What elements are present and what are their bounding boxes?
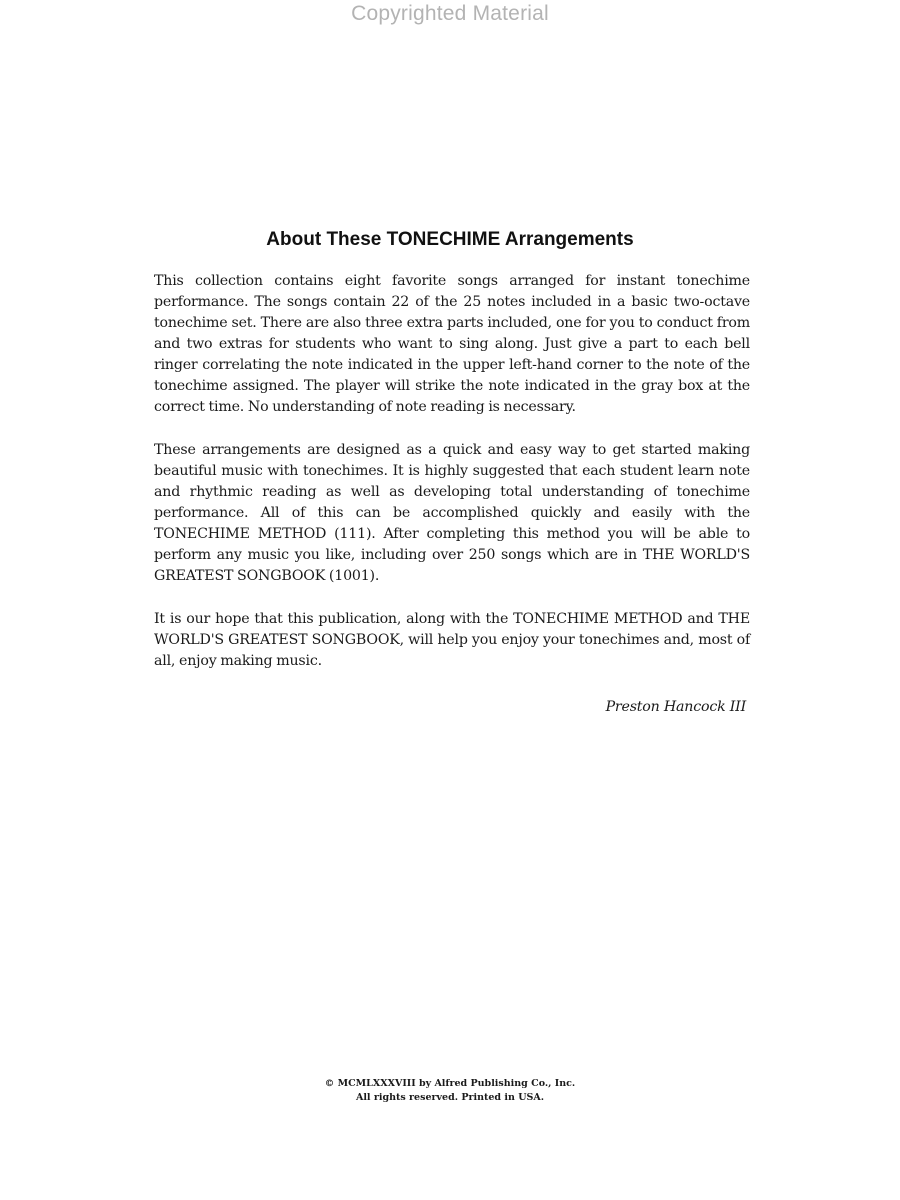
paragraph-closing — [154, 609, 750, 672]
author-signature: Preston Hancock III — [605, 699, 746, 715]
paragraph-text: This collection contains eight favorite songs arranged for instant tonechime performance. The songs contain 22 of the 25 notes included in a basic two-octave tonechime set. There are also three extra parts included, one for you to conduct from and two extras for students who want to sing along. Just give a part to each bell ringer correlating the note indicated in the upper left-hand corner to the note of the tonechime assigned. The player will strike the note indicated in the gray box at the correct time. No understanding of note reading is necessary. — [154, 273, 750, 415]
copyright-line: © MCMLXXXVIII by Alfred Publishing Co., Inc. — [324, 1078, 576, 1089]
paragraph-text: These arrangements are designed as a quick and easy way to get started making beautiful music with tonechimes. It is highly suggested that each student learn note and rhythmic reading as well as developing total understanding of tonechime performance. All of this can be accomplished quickly and easily with the TONECHIME METHOD (111). After completing this method you will be able to perform any music you like, including over 250 songs which are in THE WORLD'S GREATEST SONGBOOK (1001). — [154, 442, 750, 584]
copyright-notice — [0, 1077, 900, 1105]
rights-line: All rights reserved. Printed in USA. — [355, 1092, 545, 1103]
paragraph-method — [154, 440, 750, 587]
paragraph-text: It is our hope that this publication, along with the TONECHIME METHOD and THE WORLD'S GREATEST SONGBOOK, will help you enjoy your tonechimes and, most of all, enjoy making music. — [154, 611, 750, 669]
page-title: About These TONECHIME Arrangements — [266, 229, 634, 250]
watermark-text: Copyrighted Material — [351, 2, 549, 25]
paragraph-intro — [154, 271, 750, 418]
